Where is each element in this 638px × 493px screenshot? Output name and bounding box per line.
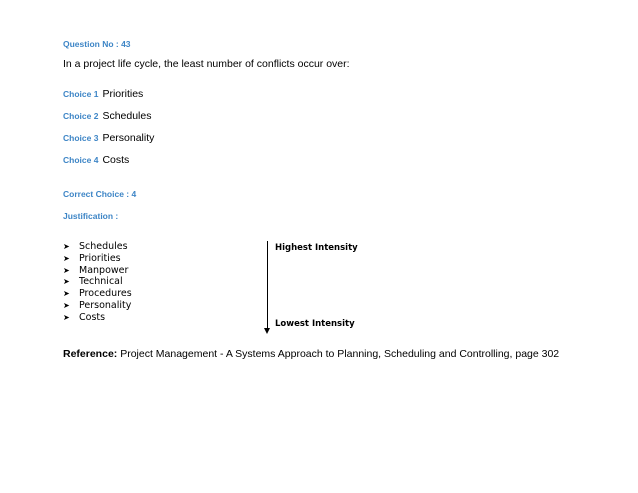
choice-1-label: Choice 1 [63, 89, 99, 99]
justification-label: Justification : [63, 211, 119, 221]
choice-3 [63, 132, 154, 144]
arrow-bullet-icon: ➤ [63, 277, 70, 287]
arrow-bullet-icon: ➤ [63, 265, 70, 275]
reference-text: Project Management - A Systems Approach to Planning, Scheduling and Controlling, page 302 [117, 348, 560, 360]
choice-4-label: Choice 4 [63, 155, 99, 165]
choice-2-label: Choice 2 [63, 111, 99, 121]
reference-label: Reference: [63, 348, 118, 360]
list-item: ➤ Technical [63, 276, 123, 288]
conflict-list [63, 241, 132, 324]
arrow-bullet-icon: ➤ [63, 289, 70, 299]
reference [63, 348, 559, 360]
question-text: In a project life cycle, the least number of conflicts occur over: [63, 58, 350, 70]
list-item: ➤ Manpower [63, 264, 129, 276]
choice-4-text: Costs [102, 154, 130, 166]
arrow-bullet-icon: ➤ [63, 242, 70, 251]
choice-2-text: Schedules [102, 110, 152, 122]
choice-1-text: Priorities [102, 88, 144, 100]
correct-choice: Correct Choice : 4 [63, 189, 137, 199]
choice-3-text: Personality [102, 132, 155, 144]
list-item: ➤ Personality [63, 299, 132, 311]
list-item: ➤ Procedures [63, 288, 132, 300]
list-item: ➤ Costs [63, 311, 106, 323]
choice-4 [63, 154, 129, 166]
highest-intensity-label: Highest Intensity [275, 243, 358, 253]
list-item: ➤ Schedules [63, 241, 128, 252]
question-number: Question No : 43 [63, 39, 131, 49]
choice-1 [63, 88, 143, 100]
choice-3-label: Choice 3 [63, 133, 99, 143]
arrow-bullet-icon: ➤ [63, 300, 70, 310]
list-item: ➤ Priorities [63, 252, 121, 264]
down-arrow-icon [264, 328, 270, 334]
choice-2 [63, 110, 151, 122]
arrow-bullet-icon: ➤ [63, 253, 70, 263]
intensity-arrow-line [267, 241, 268, 329]
arrow-bullet-icon: ➤ [63, 312, 70, 322]
lowest-intensity-label: Lowest Intensity [275, 319, 355, 329]
